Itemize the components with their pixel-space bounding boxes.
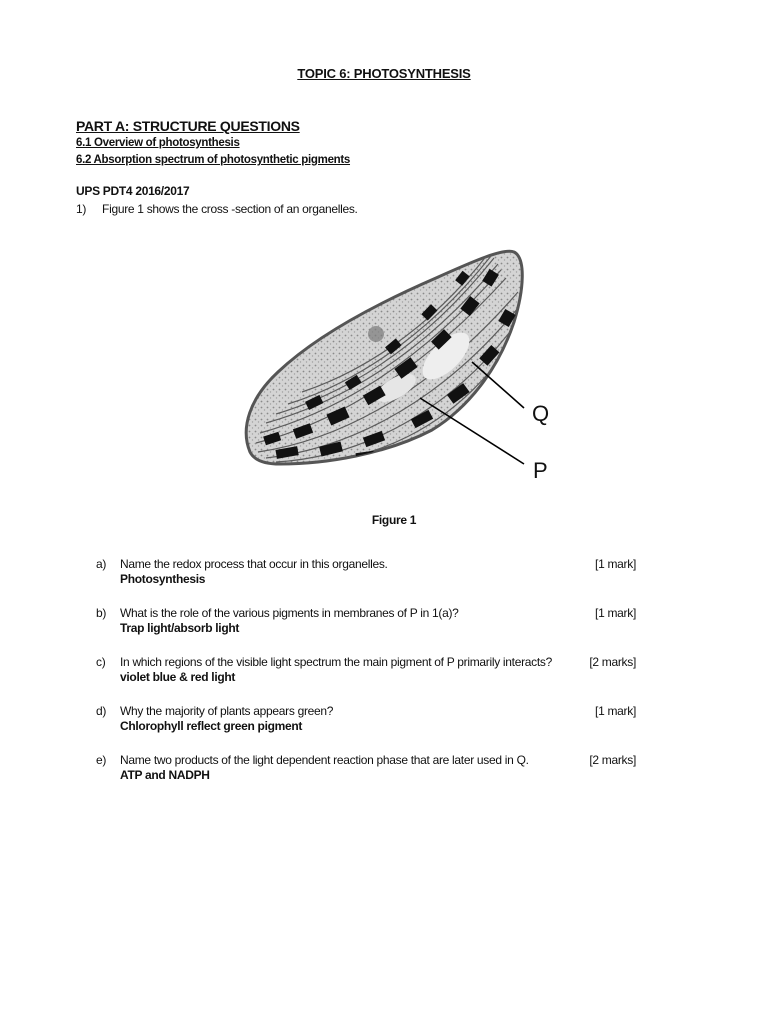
item-answer: ATP and NADPH [120,768,210,782]
page-title: TOPIC 6: PHOTOSYNTHESIS [297,66,471,81]
item-question: Name the redox process that occur in this organelles. [120,557,388,571]
item-answer: violet blue & red light [120,670,236,684]
item-letter: a) [96,557,107,571]
label-p: P [533,458,548,483]
p-pointer-line [420,398,524,464]
question-text: Figure 1 shows the cross -section of an organelles. [102,202,358,216]
part-title: PART A: STRUCTURE QUESTIONS [76,118,300,134]
exam-source: UPS PDT4 2016/2017 [76,184,190,198]
item-letter: c) [96,655,106,669]
figure-caption: Figure 1 [371,513,417,527]
item-marks: [1 mark] [595,557,636,571]
item-question: In which regions of the visible light spectrum the main pigment of P primarily interacts? [120,655,552,669]
item-marks: [1 mark] [595,606,636,620]
label-q: Q [532,401,550,426]
item-marks: [2 marks] [589,753,636,767]
item-answer: Trap light/absorb light [120,621,240,635]
item-marks: [2 marks] [589,655,636,669]
subtopic-6-1: 6.1 Overview of photosynthesis [76,137,240,149]
question-number: 1) [76,202,87,216]
item-marks: [1 mark] [595,704,636,718]
chloroplast-figure [236,238,576,488]
item-letter: e) [96,753,107,767]
item-answer: Photosynthesis [120,572,206,586]
item-question: Name two products of the light dependent reaction phase that are later used in Q. [120,753,529,767]
item-answer: Chlorophyll reflect green pigment [120,719,303,733]
item-question: What is the role of the various pigments in membranes of P in 1(a)? [120,606,459,620]
item-letter: b) [96,606,107,620]
subtopic-6-2: 6.2 Absorption spectrum of photosynthetic pigments [76,154,351,166]
item-letter: d) [96,704,107,718]
question-1 [76,202,358,216]
item-question: Why the majority of plants appears green? [120,704,334,718]
chloroplast-micrograph [236,238,576,488]
